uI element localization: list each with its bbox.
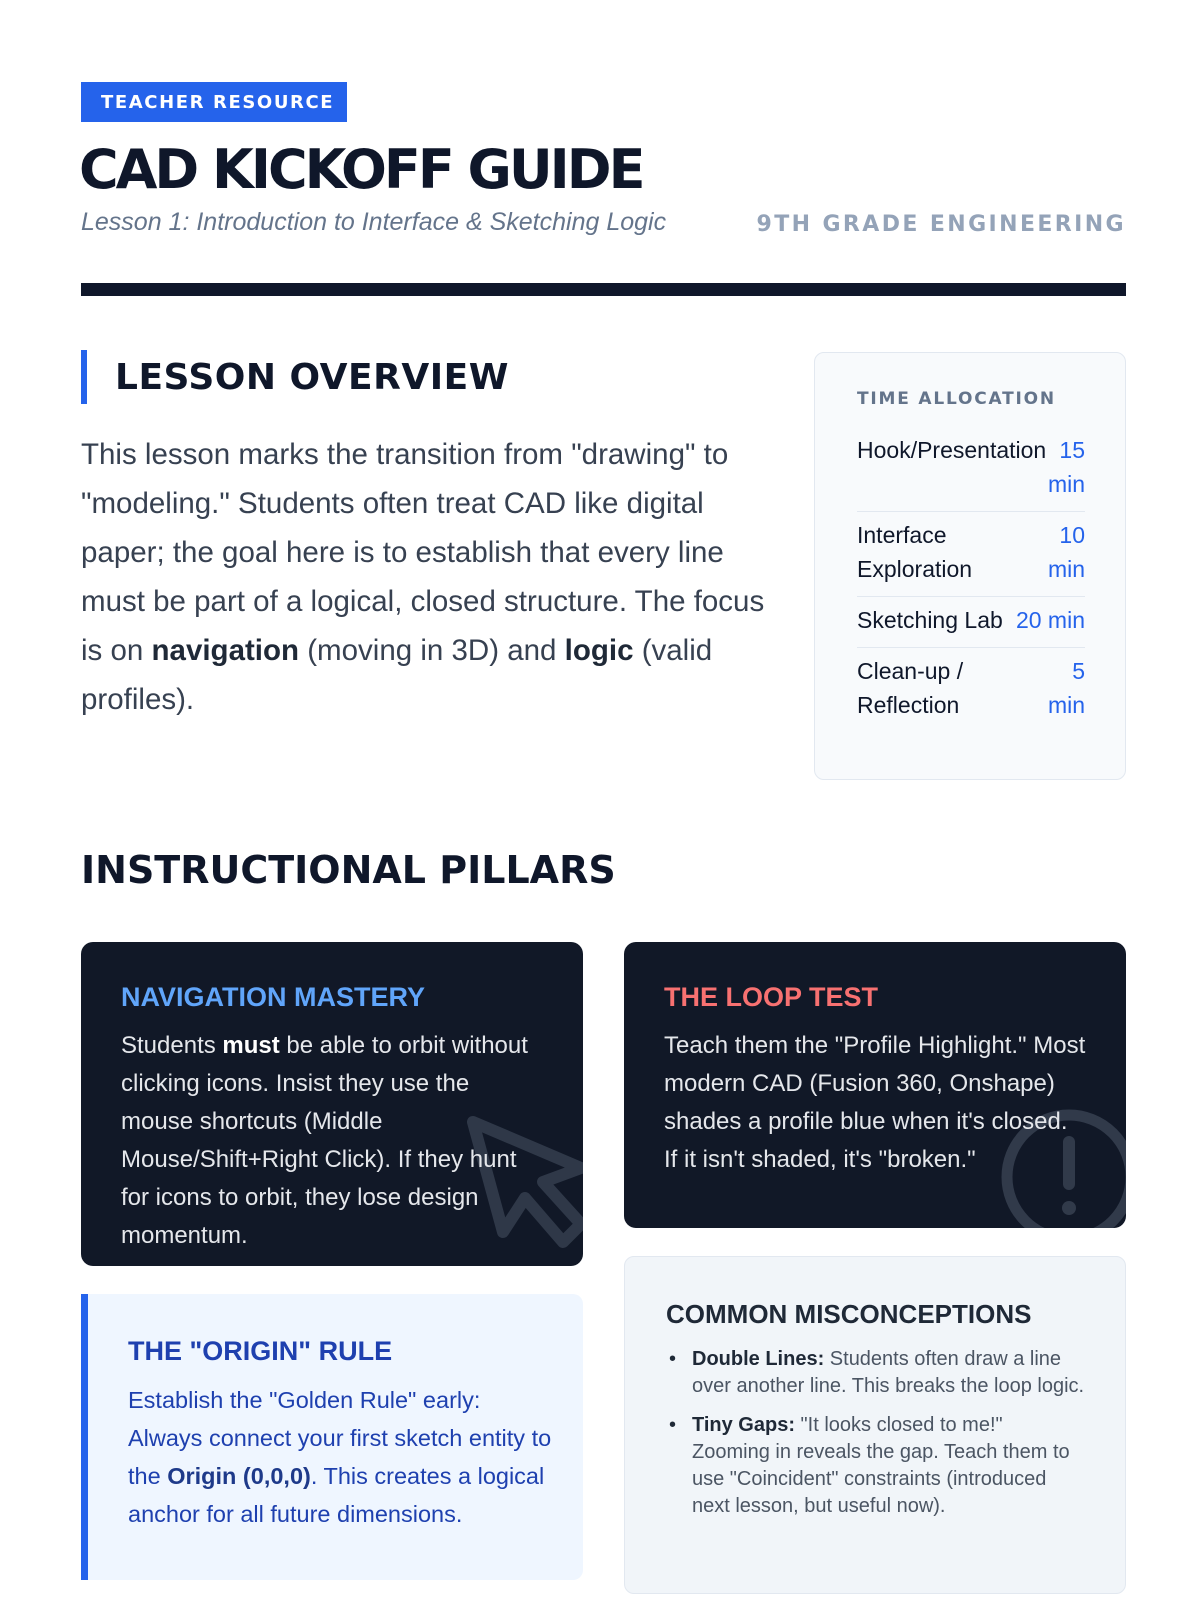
navigation-bold-must: must [222, 1032, 280, 1059]
header-divider [81, 283, 1126, 296]
time-row-label: Clean-up / Reflection [857, 658, 964, 718]
pillars-heading: INSTRUCTIONAL PILLARS [81, 848, 616, 892]
misconceptions-title: COMMON MISCONCEPTIONS [666, 1299, 1032, 1329]
overview-bold-logic: logic [564, 634, 634, 667]
list-item [666, 1412, 1085, 1520]
time-row-value: 15 min [1047, 437, 1085, 497]
origin-rule-card [81, 1294, 583, 1580]
misconception-term: Tiny Gaps: [692, 1414, 795, 1436]
misconception-term: Double Lines: [692, 1348, 825, 1370]
loop-card-title: THE LOOP TEST [664, 982, 879, 1012]
time-row-label: Hook/Presentation [857, 437, 1047, 463]
time-row-label: Interface Exploration [857, 522, 973, 582]
overview-text-start: This lesson marks the transition from "drawing" to "modeling." Students often treat CAD like digital paper; the goal here is to establish that every line must be part of a logical, closed structure. The focus is on [81, 438, 765, 667]
origin-text-end: . This creates a logical anchor for all future dimensions. [128, 1463, 545, 1527]
common-misconceptions-card [624, 1256, 1126, 1594]
grade-level-label: 9TH GRADE ENGINEERING [756, 212, 1126, 237]
overview-paragraph [81, 430, 781, 724]
list-item [666, 1346, 1085, 1400]
origin-text-start: Establish the "Golden Rule" early: Always connect your first sketch entity to the [128, 1387, 552, 1489]
misconception-text: Students often draw a line over another line. This breaks the loop logic. [692, 1348, 1085, 1397]
time-row [857, 597, 1085, 648]
navigation-text-start: Students [121, 1032, 223, 1059]
origin-card-title: THE "ORIGIN" RULE [128, 1336, 393, 1366]
time-row-value: 20 min [1015, 607, 1085, 633]
loop-card-text: Teach them the "Profile Highlight." Most modern CAD (Fusion 360, Onshape) shades a profile blue when it's closed. If it isn't shaded, it's "broken." [664, 1032, 1086, 1173]
overview-bold-navigation: navigation [151, 634, 300, 667]
navigation-card-title: NAVIGATION MASTERY [121, 982, 426, 1012]
navigation-text-end: be able to orbit without clicking icons. Insist they use the mouse shortcuts (Middle Mouse/Shift+Right Click). If they hunt for icons to orbit, they lose design momentum. [121, 1032, 528, 1249]
page-title: CAD KICKOFF GUIDE [79, 138, 643, 201]
time-row-label: Sketching Lab [857, 607, 1003, 633]
misconceptions-list [666, 1346, 1085, 1520]
time-row [857, 427, 1085, 512]
navigation-mastery-card [81, 942, 583, 1266]
time-allocation-card [814, 352, 1126, 780]
time-row [857, 648, 1085, 732]
overview-text-end: (valid profiles). [81, 634, 713, 716]
teacher-resource-badge: TEACHER RESOURCE [81, 82, 347, 122]
loop-test-card [624, 942, 1126, 1228]
overview-text-middle: (moving in 3D) and [299, 634, 565, 667]
lesson-subtitle: Lesson 1: Introduction to Interface & Sketching Logic [81, 208, 667, 236]
time-row [857, 512, 1085, 597]
origin-bold-coordinates: Origin (0,0,0) [167, 1463, 311, 1489]
navigation-card-text [121, 1027, 543, 1255]
overview-heading: LESSON OVERVIEW [81, 350, 509, 404]
time-row-value: 10 min [1047, 522, 1085, 582]
time-row-value: 5 min [1047, 658, 1085, 718]
origin-card-text [128, 1381, 553, 1533]
misconception-text: "It looks closed to me!" Zooming in reveals the gap. Teach them to use "Coincident" constraints (introduced next lesson, but useful now). [692, 1414, 1070, 1517]
time-allocation-title: TIME ALLOCATION [857, 389, 1056, 409]
